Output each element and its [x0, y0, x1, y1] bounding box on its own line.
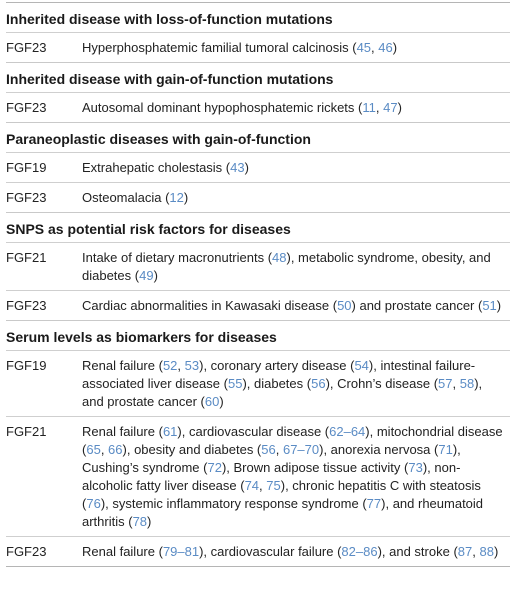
reference-link[interactable]: 75 [266, 478, 281, 493]
gene-cell: FGF21 [6, 424, 47, 439]
description-text: , [275, 442, 283, 457]
description-text: ), Cushing’s syndrome ( [82, 442, 461, 475]
reference-link[interactable]: 71 [438, 442, 453, 457]
reference-link[interactable]: 11 [362, 100, 376, 115]
reference-link[interactable]: 56 [261, 442, 276, 457]
reference-link[interactable]: 51 [482, 298, 497, 313]
reference-link[interactable]: 88 [479, 544, 494, 559]
description-text: ) [392, 40, 398, 55]
description-text: ) [183, 190, 189, 205]
gene-cell: FGF21 [6, 250, 47, 265]
table-row [6, 32, 510, 62]
table-section [6, 3, 510, 62]
reference-link[interactable]: 87 [457, 544, 473, 559]
description-text: ), Brown adipose tissue activity ( [221, 460, 409, 475]
reference-link[interactable]: 67–70 [282, 442, 320, 457]
table-row [6, 536, 510, 566]
description-text: ) [496, 298, 502, 313]
reference-link[interactable]: 57 [438, 376, 453, 391]
description-text: ), coronary artery disease ( [199, 358, 355, 373]
description-cell [82, 297, 510, 315]
reference-link[interactable]: 61 [162, 424, 178, 439]
reference-link[interactable]: 53 [184, 358, 200, 373]
reference-link[interactable]: 49 [139, 268, 154, 283]
description-text: ), Crohn’s disease ( [325, 376, 439, 391]
description-text: Cardiac abnormalities in Kawasaki disease ( [82, 298, 338, 313]
description-text: Renal failure ( [82, 358, 163, 373]
description-text: ) [493, 544, 499, 559]
description-text: ), and stroke ( [377, 544, 458, 559]
table-row [6, 416, 510, 536]
description-text: ) [244, 160, 249, 175]
description-text: Autosomal dominant hypophosphatemic rickets ( [82, 100, 363, 115]
description-text: ), anorexia nervosa ( [319, 442, 439, 457]
gene-cell: FGF19 [6, 358, 47, 373]
table-section [6, 122, 510, 212]
table-section [6, 320, 510, 566]
description-text: Hyperphosphatemic familial tumoral calcinosis ( [82, 40, 357, 55]
description-text: ), and prostate cancer ( [82, 376, 483, 409]
description-text: ), cardiovascular failure ( [199, 544, 342, 559]
reference-link[interactable]: 79–81 [162, 544, 200, 559]
description-text: ) [219, 394, 224, 409]
reference-link[interactable]: 62–64 [329, 424, 366, 439]
gene-cell: FGF23 [6, 190, 47, 205]
reference-link[interactable]: 12 [169, 190, 184, 205]
reference-link[interactable]: 65 [86, 442, 101, 457]
description-text: ), cardiovascular disease ( [177, 424, 330, 439]
description-text: , [452, 376, 460, 391]
description-text: ) [397, 100, 402, 115]
section-heading: Inherited disease with loss-of-function mutations [6, 11, 333, 27]
section-heading: SNPS as potential risk factors for diseases [6, 221, 291, 237]
table-section [6, 212, 510, 320]
description-cell [82, 189, 510, 207]
gene-cell: FGF19 [6, 160, 47, 175]
reference-link[interactable]: 48 [272, 250, 287, 265]
reference-link[interactable]: 73 [408, 460, 423, 475]
section-heading: Serum levels as biomarkers for diseases [6, 329, 277, 345]
description-text: Renal failure ( [82, 424, 163, 439]
description-text: Extrahepatic cholestasis ( [82, 160, 231, 175]
reference-link[interactable]: 76 [86, 496, 101, 511]
gene-cell: FGF23 [6, 298, 47, 313]
description-text: ), systemic inflammatory response syndrome ( [100, 496, 367, 511]
reference-link[interactable]: 55 [227, 376, 243, 391]
reference-link[interactable]: 74 [244, 478, 260, 493]
description-text: , [259, 478, 267, 493]
reference-link[interactable]: 50 [337, 298, 352, 313]
section-heading: Inherited disease with gain-of-function mutations [6, 71, 334, 87]
table-row [6, 152, 510, 182]
table-row [6, 350, 510, 416]
description-cell [82, 543, 510, 561]
reference-link[interactable]: 78 [132, 514, 148, 529]
description-cell [82, 99, 510, 117]
description-text: ), and rheumatoid arthritis ( [82, 496, 484, 529]
description-text: ), intestinal failure-associated liver disease ( [82, 358, 476, 391]
description-text: , [100, 442, 109, 457]
description-text: ), metabolic syndrome, obesity, and diabetes ( [82, 250, 491, 283]
description-cell [82, 423, 510, 531]
description-text: , [375, 100, 384, 115]
reference-link[interactable]: 54 [354, 358, 369, 373]
gene-cell: FGF23 [6, 40, 47, 55]
table-row [6, 182, 510, 212]
description-text: ) [153, 268, 158, 283]
description-text: ) [147, 514, 152, 529]
reference-link[interactable]: 82–86 [341, 544, 378, 559]
description-cell [82, 249, 510, 285]
reference-link[interactable]: 77 [366, 496, 382, 511]
table-row [6, 242, 510, 290]
disease-table [6, 2, 510, 567]
reference-link[interactable]: 52 [162, 358, 178, 373]
table-row [6, 92, 510, 122]
description-text: ), chronic hepatitis C with steatosis ( [82, 478, 481, 511]
description-text: Renal failure ( [82, 544, 163, 559]
gene-cell: FGF23 [6, 100, 47, 115]
table-section [6, 62, 510, 122]
description-text: Intake of dietary macronutrients ( [82, 250, 273, 265]
reference-link[interactable]: 46 [378, 40, 393, 55]
description-text: ), mitochondrial disease ( [82, 424, 503, 457]
reference-link[interactable]: 56 [311, 376, 326, 391]
reference-link[interactable]: 43 [230, 160, 245, 175]
description-text: Osteomalacia ( [82, 190, 170, 205]
reference-link[interactable]: 45 [356, 40, 372, 55]
table-row [6, 290, 510, 320]
description-text: , [371, 40, 379, 55]
description-text: ), obesity and diabetes ( [122, 442, 262, 457]
description-text: ), diabetes ( [242, 376, 312, 391]
description-cell [82, 357, 510, 411]
reference-link[interactable]: 60 [204, 394, 220, 409]
reference-link[interactable]: 47 [383, 100, 398, 115]
reference-link[interactable]: 66 [108, 442, 123, 457]
reference-link[interactable]: 72 [207, 460, 222, 475]
description-text: ) and prostate cancer ( [351, 298, 483, 313]
description-cell [82, 159, 510, 177]
description-text: ), non-alcoholic fatty liver disease ( [82, 460, 461, 493]
gene-cell: FGF23 [6, 544, 47, 559]
reference-link[interactable]: 58 [459, 376, 475, 391]
description-text: , [472, 544, 480, 559]
description-text: , [177, 358, 185, 373]
section-heading: Paraneoplastic diseases with gain-of-function [6, 131, 311, 147]
description-cell [82, 39, 510, 57]
